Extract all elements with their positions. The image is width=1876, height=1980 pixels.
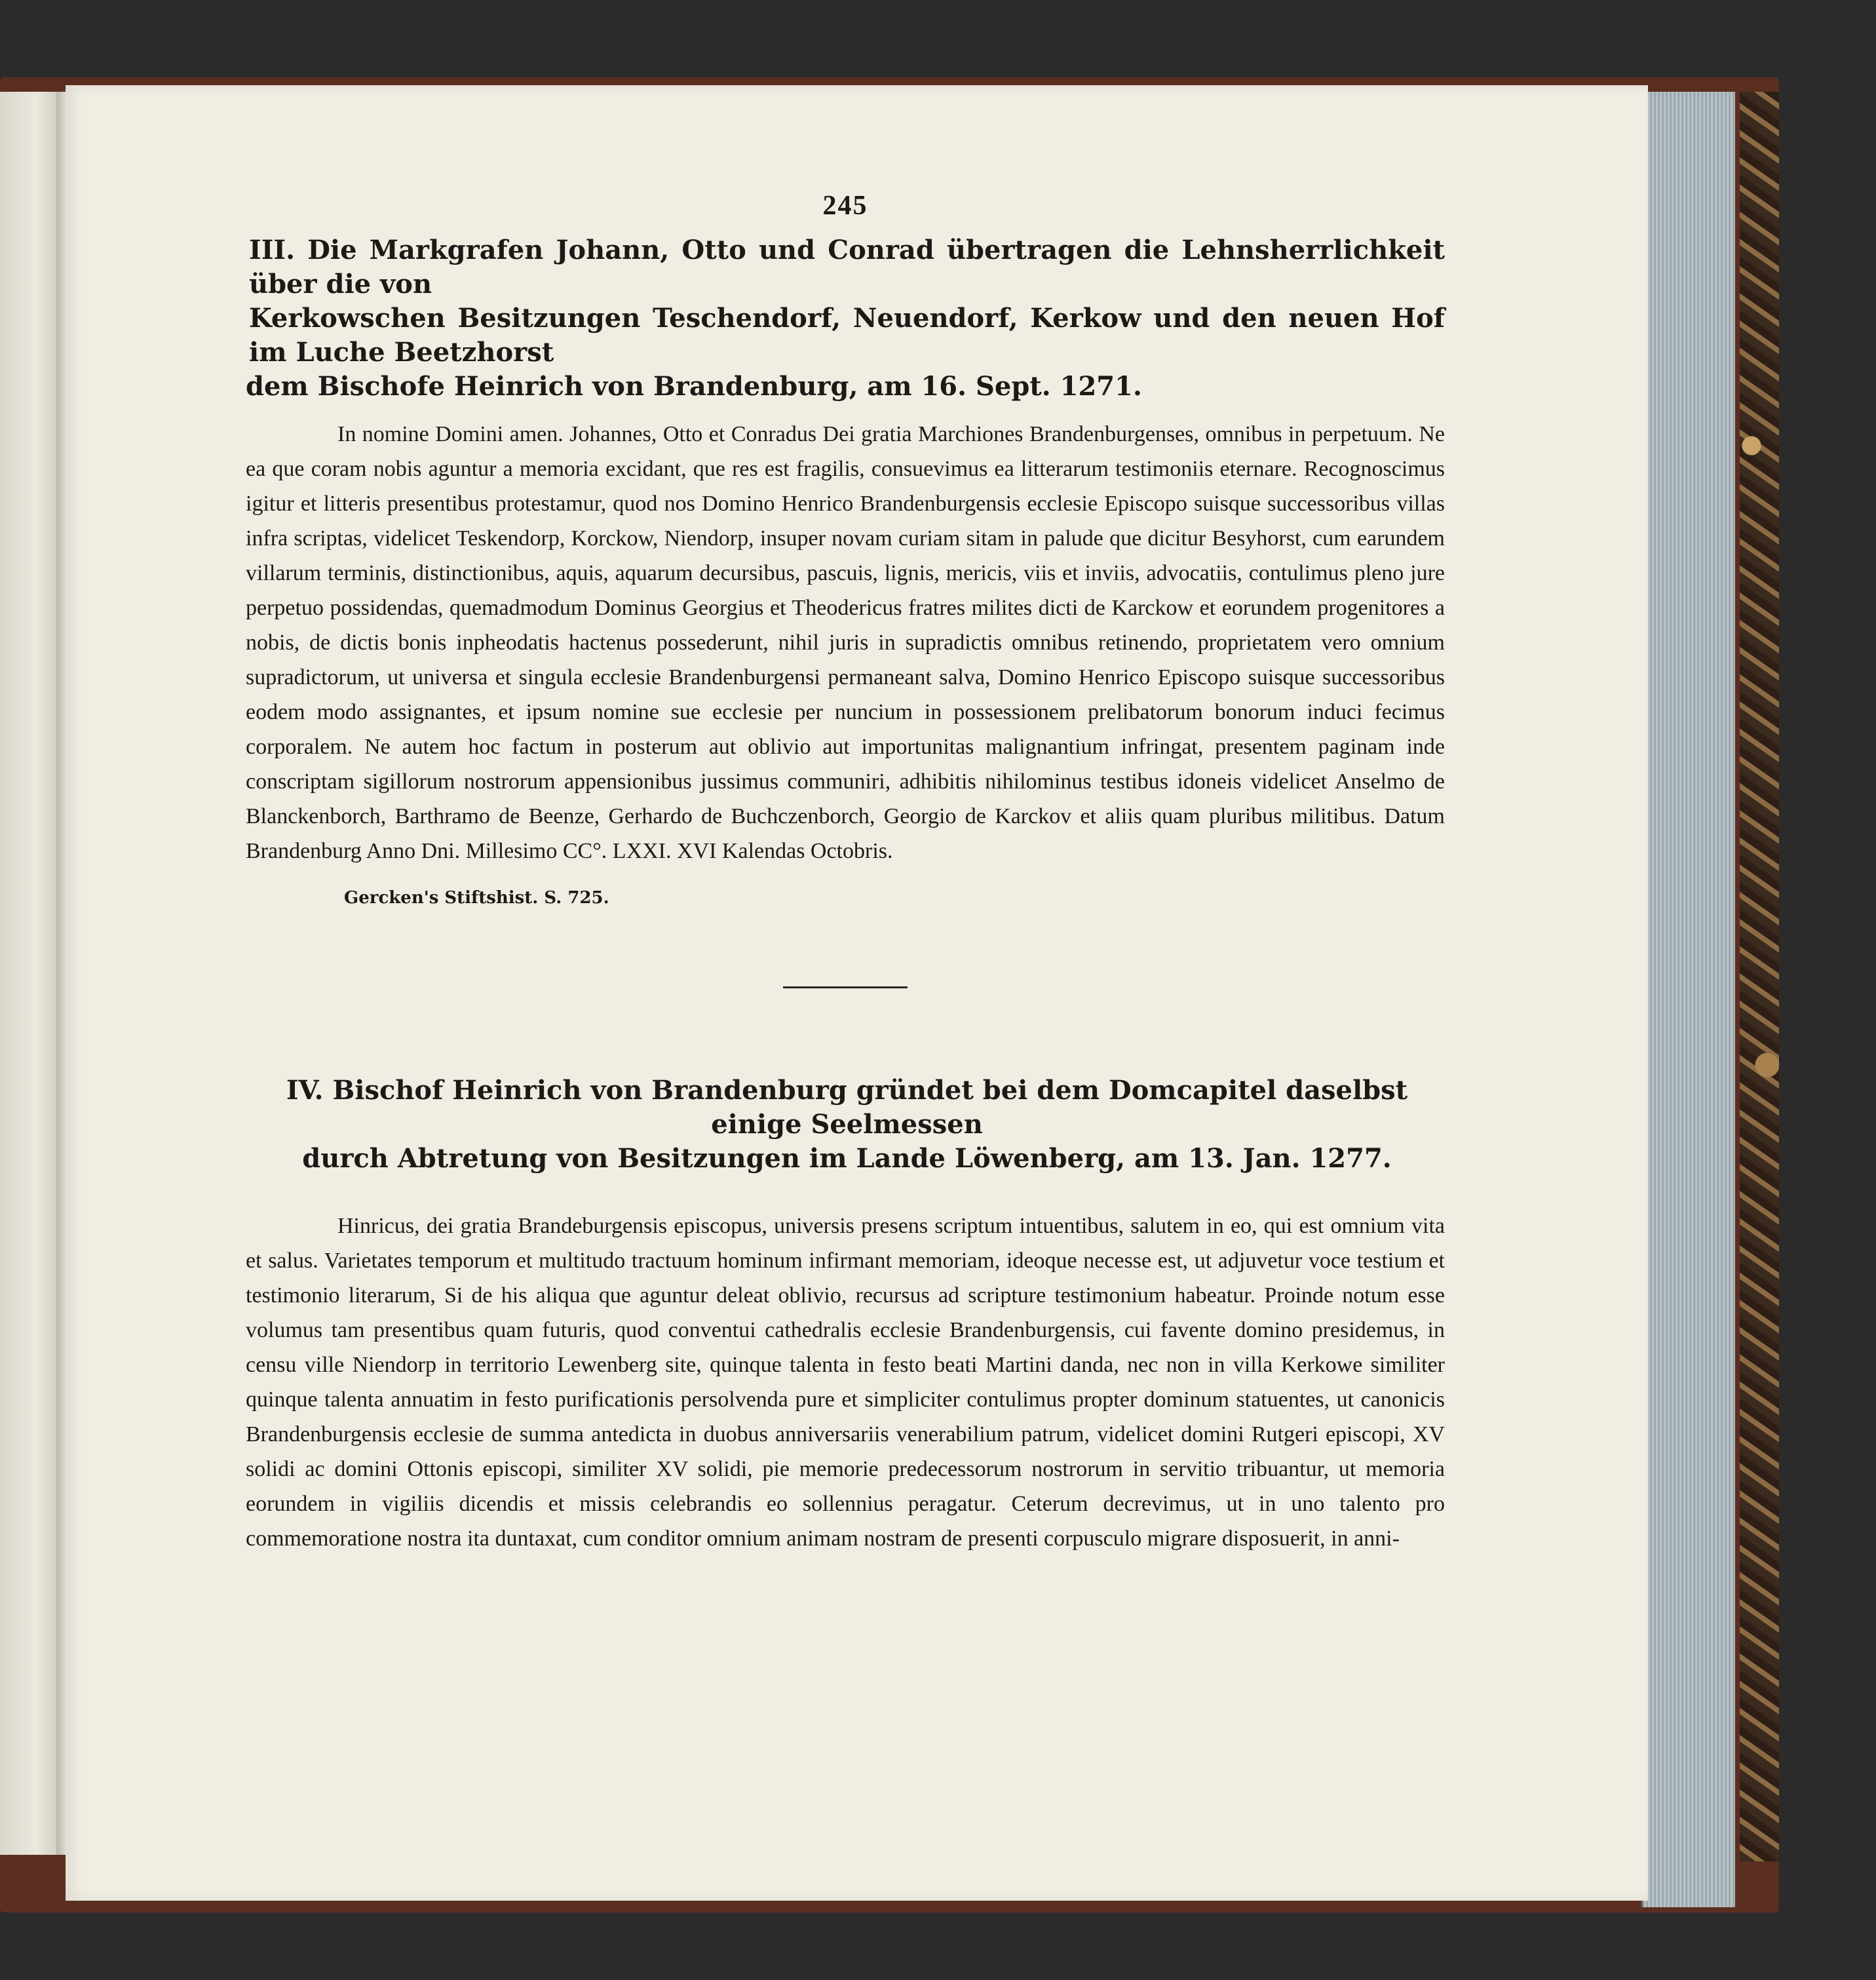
document-iii-title [246,233,1445,404]
marbled-edge [1740,92,1779,1861]
page-content [246,190,1445,1556]
page-number: 245 [822,191,868,221]
document-iii [246,233,1445,908]
title-line: III. Die Markgrafen Johann, Otto und Conrad übertragen die Lehnsherrlichkeit über die von [249,235,1445,300]
document-iv [246,1074,1445,1556]
document-iv-title [246,1074,1445,1176]
left-page-edge [0,92,60,1855]
source-citation: Gercken's Stiftshist. S. 725. [344,888,609,908]
title-line: Kerkowschen Besitzungen Teschendorf, Neuendorf, Kerkow und den neuen Hof im Luche Beetzhorst [249,303,1445,368]
page-edges [1641,92,1735,1907]
section-divider [783,986,908,988]
title-line: IV. Bischof Heinrich von Brandenburg gründet bei dem Domcapitel daselbst einige Seelmessen [286,1075,1408,1140]
title-line: durch Abtretung von Besitzungen im Lande Löwenberg, am 13. Jan. 1277. [302,1143,1392,1174]
document-iv-text: Hinricus, dei gratia Brandeburgensis episcopus, universis presens scriptum intuentibus, salutem in eo, qui est omnium vita et salus. Varietates temporum et multitudo tractuum hominum infirmant memoriam, ideoque necesse est, ut adjuvetur voce testium et testimonio literarum, Si de his aliqua que aguntur deleat oblivio, recursus ad scripture testimonium habeatur. Proinde notum esse volumus tam presentibus quam futuris, quod conventui cathedralis ecclesie Brandenburgensis, cui favente domino presidemus, in censu ville Niendorp in territorio Lewenberg site, quinque talenta in festo beati Martini danda, nec non in villa Kerkowe similiter quinque talenta annuatim in festo purificationis persolvenda pure et simpliciter contulimus propter dominum statuentes, ut canonicis Brandenburgensis ecclesie de summa antedicta in duobus anniversariis venerabilium patrum, videlicet domini Rutgeri episcopi, XV solidi ac domini Ottonis episcopi, similiter XV solidi, pie memorie predecessorum nostrorum in servitio tribuantur, ut memoria eorundem in vigiliis dicendis et missis celebrandis eo sollennius peragatur. Ceterum decrevimus, ut in uno talento pro commemoratione nostra ita duntaxat, cum conditor omnium animam nostram de presenti corpusculo migrare disposuerit, in anni- [246,1214,1445,1551]
title-line: dem Bischofe Heinrich von Brandenburg, am 16. Sept. 1271. [246,371,1142,402]
document-iii-text: In nomine Domini amen. Johannes, Otto et Conradus Dei gratia Marchiones Brandenburgenses, omnibus in perpetuum. Ne ea que coram nobis aguntur a memoria excidant, que res est fragilis, consuevimus ea litterarum testimoniis eternare. Recognoscimus igitur et litteris presentibus protestamur, quod nos Domino Henrico Brandenburgensis ecclesie Episcopo suisque successoribus villas infra scriptas, videlicet Teskendorp, Korckow, Niendorp, insuper novam curiam sitam in palude que dicitur Besyhorst, cum earundem villarum terminis, distinctionibus, aquis, aquarum decursibus, pascuis, lignis, mericis, viis et inviis, advocatiis, contulimus pleno jure perpetuo possidendas, quemadmodum Dominus Georgius et Theodericus fratres milites dicti de Karckow et eorundem progenitores a nobis, de dictis bonis inpheodatis hactenus possederunt, nihil juris in supradictis omnibus retinendo, proprietatem vero omnium supradictorum, ut universa et singula ecclesie Brandenburgensi permaneant salva, Domino Henrico Episcopo suisque successoribus eodem modo assignantes, et ipsum nomine sue ecclesie per nuncium in possessionem prelibatorum bonorum induci fecimus corporalem. Ne autem hoc factum in posterum aut oblivio aut importunitas malignantium infringat, presentem paginam inde conscriptam sigillorum nostrorum appensionibus jussimus communiri, adhibitis nihilominus testibus idoneis videlicet Anselmo de Blanckenborch, Barthramo de Beenze, Gerhardo de Buchczenborch, Georgio de Karckov et aliis quam pluribus militibus. Datum Brandenburg Anno Dni. Millesimo CC°. LXXI. XVI Kalendas Octobris. [246,422,1445,863]
